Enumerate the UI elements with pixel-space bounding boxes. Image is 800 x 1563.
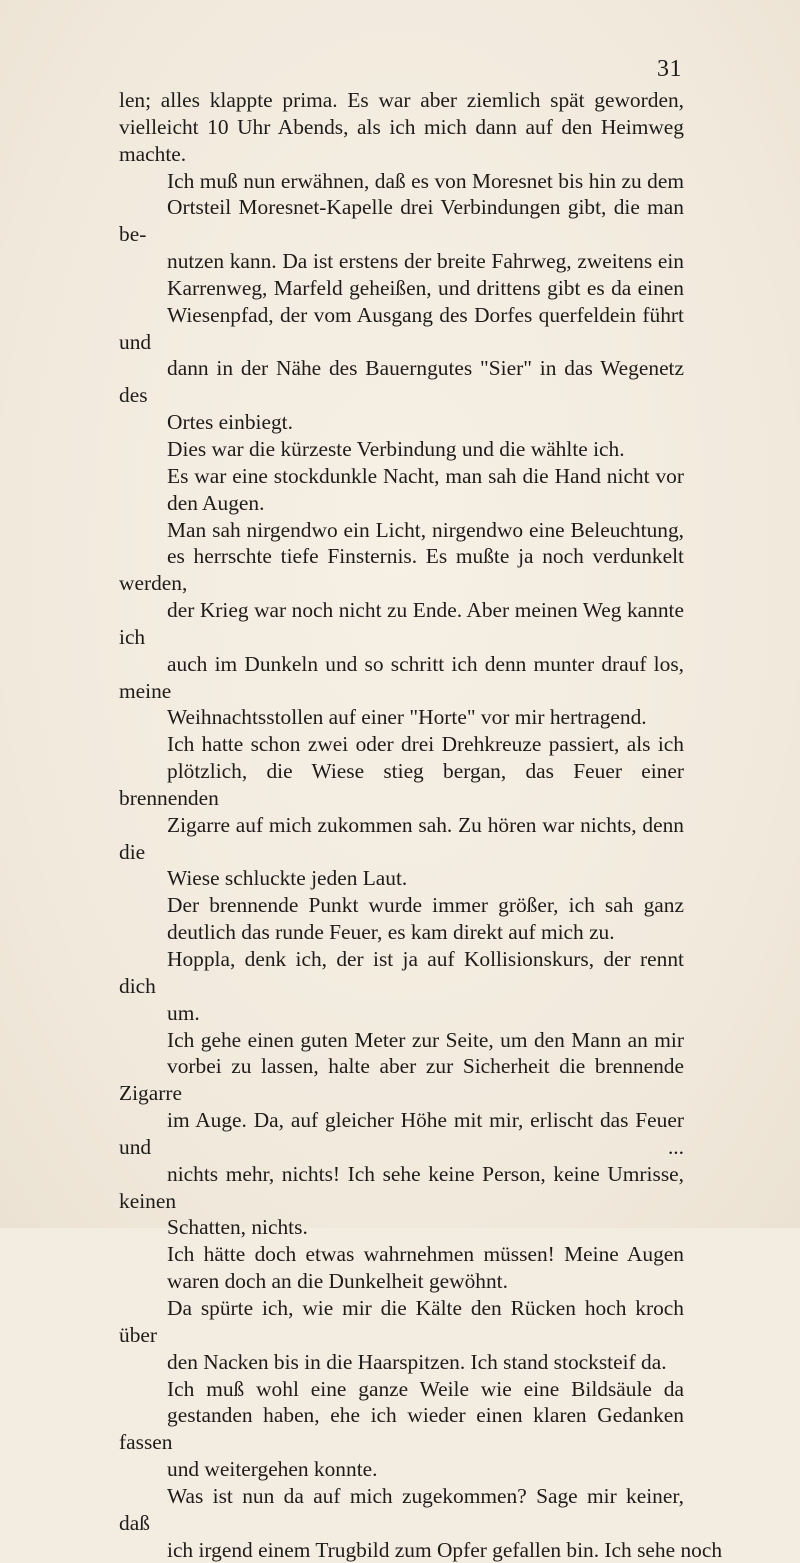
paragraph [119,168,684,436]
paragraph [119,436,684,463]
text-line: nichts mehr, nichts! Ich sehe keine Person, keine Umrisse, keinen [119,1161,684,1213]
text-line: den Augen. [167,490,265,515]
paragraph [119,1376,684,1483]
paragraph [119,87,684,168]
text-line: dann in der Nähe des Bauerngutes "Sier" in das Wegenetz des [119,356,684,408]
text-line: Hoppla, denk ich, der ist ja auf Kollisionskurs, der rennt dich [119,947,684,998]
text-line: vorbei zu lassen, halte aber zur Sicherheit die brennende Zigarre [119,1054,684,1106]
text-line: deutlich das runde Feuer, es kam direkt auf mich zu. [167,920,615,945]
text-line: machte. [119,141,187,166]
text-line: nutzen kann. Da ist erstens der breite Fahrweg, zweitens ein [167,249,684,274]
text-line: um. [167,1000,200,1025]
paragraph [119,731,684,892]
text-line: gestanden haben, ehe ich wieder einen klaren Gedanken fassen [119,1403,684,1455]
text-line: Schatten, nichts. [167,1215,308,1240]
text-line: Ich hätte doch etwas wahrnehmen müssen! Meine Augen [167,1242,684,1267]
text-line: Was ist nun da auf mich zugekommen? Sage mir keiner, daß [119,1483,684,1535]
text-line: len; alles klappte prima. Es war aber ziemlich spät geworden, [119,88,684,112]
text-line: Zigarre auf mich zukommen sah. Zu hören war nichts, denn die [119,812,684,864]
text-line: Ortsteil Moresnet-Kapelle drei Verbindungen gibt, die man be- [119,195,684,247]
text-line: Karrenweg, Marfeld geheißen, und drittens gibt es da einen [167,275,684,300]
paragraph [119,1483,723,1563]
page-number: 31 [657,56,682,82]
text-line: ich irgend einem Trugbild zum Opfer gefallen bin. Ich sehe noch [167,1537,723,1562]
text-line: Der brennende Punkt wurde immer größer, ich sah ganz [167,893,684,918]
text-line: vielleicht 10 Uhr Abends, als ich mich dann auf den Heimweg [119,114,684,139]
text-line: Ich muß wohl eine ganze Weile wie eine Bildsäule da [167,1376,684,1401]
text-line: den Nacken bis in die Haarspitzen. Ich stand stocksteif da. [167,1349,667,1374]
text-line: Es war eine stockdunkle Nacht, man sah die Hand nicht vor [167,463,684,488]
text-line: im Auge. Da, auf gleicher Höhe mit mir, erlischt das Feuer und ... [119,1108,684,1159]
paragraph [119,1295,684,1376]
text-line: und weitergehen konnte. [167,1457,378,1482]
text-line: auch im Dunkeln und so schritt ich denn munter drauf los, meine [119,651,684,703]
text-line: Wiese schluckte jeden Laut. [167,866,408,891]
text-line: Da spürte ich, wie mir die Kälte den Rücken hoch kroch über [119,1295,684,1347]
text-line: es herrschte tiefe Finsternis. Es mußte ja noch verdunkelt werden, [119,544,684,596]
paragraph [119,946,684,1027]
text-line: Wiesenpfad, der vom Ausgang des Dorfes querfeldein führt und [119,302,684,354]
text-line: Ich hatte schon zwei oder drei Drehkreuze passiert, als ich [167,732,684,757]
text-line: der Krieg war noch nicht zu Ende. Aber meinen Weg kannte ich [119,598,684,649]
text-line: Ich muß nun erwähnen, daß es von Moresnet bis hin zu dem [167,168,684,193]
paragraph [119,517,684,732]
paragraph [119,892,684,946]
text-line: Dies war die kürzeste Verbindung und die wählte ich. [167,436,625,461]
paragraph [119,1027,684,1242]
text-line: waren doch an die Dunkelheit gewöhnt. [167,1269,508,1294]
paragraph [119,463,684,517]
text-line: Man sah nirgendwo ein Licht, nirgendwo eine Beleuchtung, [167,517,684,542]
text-line: plötzlich, die Wiese stieg bergan, das Feuer einer brennenden [119,759,684,810]
text-line: Ortes einbiegt. [167,410,293,435]
text-line: Weihnachtsstollen auf einer "Horte" vor mir hertragend. [167,705,647,730]
text-line: Ich gehe einen guten Meter zur Seite, um den Mann an mir [167,1027,684,1052]
body-text [119,87,723,1563]
paragraph [119,1241,684,1295]
